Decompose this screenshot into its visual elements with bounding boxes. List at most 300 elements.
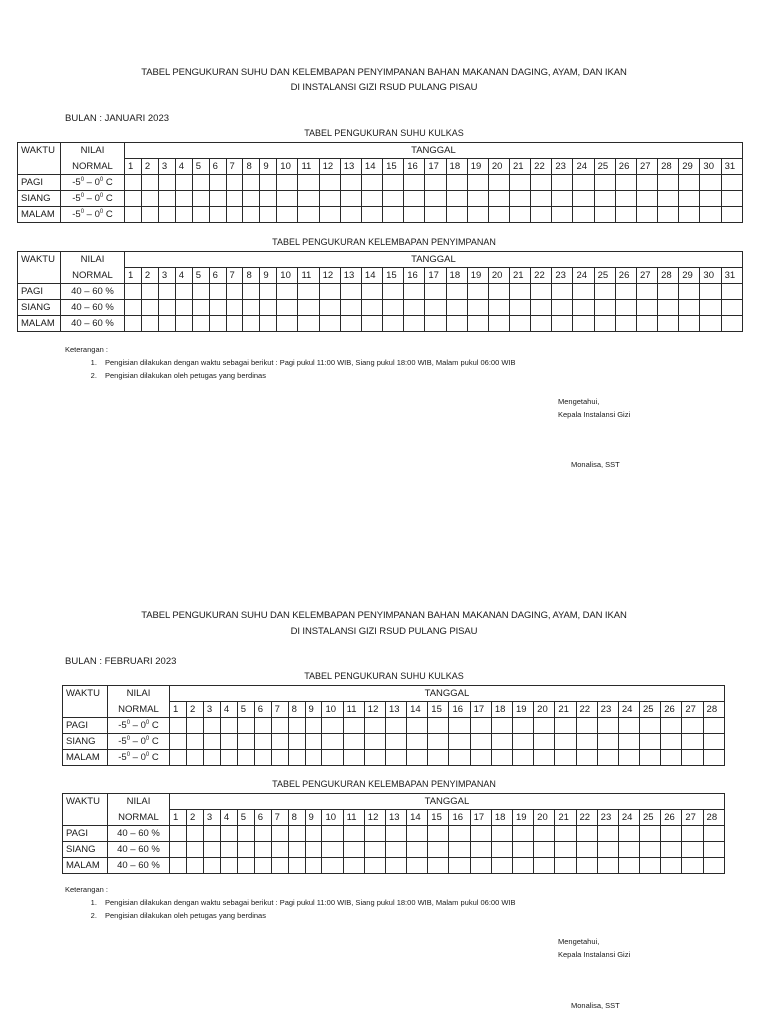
measurement-cell[interactable]: [220, 734, 237, 750]
measurement-cell[interactable]: [597, 750, 618, 766]
measurement-cell[interactable]: [531, 175, 552, 191]
measurement-cell[interactable]: [361, 284, 382, 300]
measurement-cell[interactable]: [446, 191, 467, 207]
measurement-cell[interactable]: [615, 191, 636, 207]
measurement-cell[interactable]: [364, 858, 385, 874]
measurement-cell[interactable]: [555, 842, 576, 858]
measurement-cell[interactable]: [703, 858, 724, 874]
measurement-cell[interactable]: [636, 191, 657, 207]
measurement-cell[interactable]: [298, 316, 319, 332]
measurement-cell[interactable]: [260, 175, 277, 191]
measurement-cell[interactable]: [125, 300, 142, 316]
measurement-cell[interactable]: [636, 207, 657, 223]
measurement-cell[interactable]: [305, 842, 322, 858]
measurement-cell[interactable]: [343, 718, 364, 734]
measurement-cell[interactable]: [170, 718, 187, 734]
measurement-cell[interactable]: [361, 207, 382, 223]
measurement-cell[interactable]: [383, 316, 404, 332]
measurement-cell[interactable]: [682, 718, 703, 734]
measurement-cell[interactable]: [470, 826, 491, 842]
measurement-cell[interactable]: [682, 858, 703, 874]
measurement-cell[interactable]: [491, 858, 512, 874]
measurement-cell[interactable]: [209, 300, 226, 316]
measurement-cell[interactable]: [573, 191, 594, 207]
measurement-cell[interactable]: [260, 300, 277, 316]
measurement-cell[interactable]: [175, 207, 192, 223]
measurement-cell[interactable]: [364, 718, 385, 734]
measurement-cell[interactable]: [319, 284, 340, 300]
measurement-cell[interactable]: [618, 842, 639, 858]
measurement-cell[interactable]: [721, 284, 742, 300]
measurement-cell[interactable]: [534, 734, 555, 750]
measurement-cell[interactable]: [555, 826, 576, 842]
measurement-cell[interactable]: [220, 718, 237, 734]
measurement-cell[interactable]: [594, 191, 615, 207]
measurement-cell[interactable]: [576, 734, 597, 750]
measurement-cell[interactable]: [700, 316, 721, 332]
measurement-cell[interactable]: [428, 750, 449, 766]
measurement-cell[interactable]: [271, 734, 288, 750]
measurement-cell[interactable]: [661, 750, 682, 766]
measurement-cell[interactable]: [531, 316, 552, 332]
measurement-cell[interactable]: [158, 191, 175, 207]
measurement-cell[interactable]: [491, 826, 512, 842]
measurement-cell[interactable]: [467, 191, 488, 207]
measurement-cell[interactable]: [209, 284, 226, 300]
measurement-cell[interactable]: [700, 191, 721, 207]
measurement-cell[interactable]: [679, 316, 700, 332]
measurement-cell[interactable]: [488, 300, 509, 316]
measurement-cell[interactable]: [470, 718, 491, 734]
measurement-cell[interactable]: [679, 300, 700, 316]
measurement-cell[interactable]: [277, 316, 298, 332]
measurement-cell[interactable]: [615, 284, 636, 300]
measurement-cell[interactable]: [319, 316, 340, 332]
measurement-cell[interactable]: [237, 734, 254, 750]
measurement-cell[interactable]: [175, 300, 192, 316]
measurement-cell[interactable]: [470, 734, 491, 750]
measurement-cell[interactable]: [679, 175, 700, 191]
measurement-cell[interactable]: [322, 718, 343, 734]
measurement-cell[interactable]: [237, 858, 254, 874]
measurement-cell[interactable]: [407, 858, 428, 874]
measurement-cell[interactable]: [125, 191, 142, 207]
measurement-cell[interactable]: [428, 826, 449, 842]
measurement-cell[interactable]: [319, 175, 340, 191]
measurement-cell[interactable]: [428, 734, 449, 750]
measurement-cell[interactable]: [407, 718, 428, 734]
measurement-cell[interactable]: [407, 734, 428, 750]
measurement-cell[interactable]: [618, 734, 639, 750]
measurement-cell[interactable]: [594, 300, 615, 316]
measurement-cell[interactable]: [615, 207, 636, 223]
measurement-cell[interactable]: [404, 284, 425, 300]
measurement-cell[interactable]: [534, 750, 555, 766]
measurement-cell[interactable]: [721, 300, 742, 316]
measurement-cell[interactable]: [467, 300, 488, 316]
measurement-cell[interactable]: [277, 191, 298, 207]
measurement-cell[interactable]: [682, 734, 703, 750]
measurement-cell[interactable]: [192, 316, 209, 332]
measurement-cell[interactable]: [158, 284, 175, 300]
measurement-cell[interactable]: [209, 316, 226, 332]
measurement-cell[interactable]: [703, 842, 724, 858]
measurement-cell[interactable]: [158, 207, 175, 223]
measurement-cell[interactable]: [658, 316, 679, 332]
measurement-cell[interactable]: [319, 207, 340, 223]
measurement-cell[interactable]: [425, 300, 446, 316]
measurement-cell[interactable]: [203, 842, 220, 858]
measurement-cell[interactable]: [661, 842, 682, 858]
measurement-cell[interactable]: [679, 284, 700, 300]
measurement-cell[interactable]: [322, 826, 343, 842]
measurement-cell[interactable]: [640, 858, 661, 874]
measurement-cell[interactable]: [488, 284, 509, 300]
measurement-cell[interactable]: [615, 175, 636, 191]
measurement-cell[interactable]: [343, 826, 364, 842]
measurement-cell[interactable]: [260, 316, 277, 332]
measurement-cell[interactable]: [425, 207, 446, 223]
measurement-cell[interactable]: [203, 750, 220, 766]
measurement-cell[interactable]: [385, 734, 406, 750]
measurement-cell[interactable]: [298, 175, 319, 191]
measurement-cell[interactable]: [531, 191, 552, 207]
measurement-cell[interactable]: [510, 191, 531, 207]
measurement-cell[interactable]: [510, 300, 531, 316]
measurement-cell[interactable]: [404, 316, 425, 332]
measurement-cell[interactable]: [271, 842, 288, 858]
measurement-cell[interactable]: [385, 842, 406, 858]
measurement-cell[interactable]: [125, 316, 142, 332]
measurement-cell[interactable]: [573, 175, 594, 191]
measurement-cell[interactable]: [618, 826, 639, 842]
measurement-cell[interactable]: [226, 316, 243, 332]
measurement-cell[interactable]: [203, 734, 220, 750]
measurement-cell[interactable]: [209, 175, 226, 191]
measurement-cell[interactable]: [700, 284, 721, 300]
measurement-cell[interactable]: [615, 316, 636, 332]
measurement-cell[interactable]: [175, 284, 192, 300]
measurement-cell[interactable]: [534, 858, 555, 874]
measurement-cell[interactable]: [618, 750, 639, 766]
measurement-cell[interactable]: [404, 207, 425, 223]
measurement-cell[interactable]: [618, 718, 639, 734]
measurement-cell[interactable]: [226, 300, 243, 316]
measurement-cell[interactable]: [340, 207, 361, 223]
measurement-cell[interactable]: [552, 300, 573, 316]
measurement-cell[interactable]: [298, 300, 319, 316]
measurement-cell[interactable]: [298, 284, 319, 300]
measurement-cell[interactable]: [203, 858, 220, 874]
measurement-cell[interactable]: [700, 207, 721, 223]
measurement-cell[interactable]: [576, 842, 597, 858]
measurement-cell[interactable]: [343, 750, 364, 766]
measurement-cell[interactable]: [361, 191, 382, 207]
measurement-cell[interactable]: [552, 316, 573, 332]
measurement-cell[interactable]: [237, 750, 254, 766]
measurement-cell[interactable]: [446, 175, 467, 191]
measurement-cell[interactable]: [491, 750, 512, 766]
measurement-cell[interactable]: [658, 284, 679, 300]
measurement-cell[interactable]: [428, 858, 449, 874]
measurement-cell[interactable]: [636, 300, 657, 316]
measurement-cell[interactable]: [170, 858, 187, 874]
measurement-cell[interactable]: [597, 858, 618, 874]
measurement-cell[interactable]: [175, 175, 192, 191]
measurement-cell[interactable]: [141, 207, 158, 223]
measurement-cell[interactable]: [125, 175, 142, 191]
measurement-cell[interactable]: [209, 191, 226, 207]
measurement-cell[interactable]: [636, 284, 657, 300]
measurement-cell[interactable]: [594, 316, 615, 332]
measurement-cell[interactable]: [343, 858, 364, 874]
measurement-cell[interactable]: [470, 842, 491, 858]
measurement-cell[interactable]: [220, 842, 237, 858]
measurement-cell[interactable]: [658, 300, 679, 316]
measurement-cell[interactable]: [594, 175, 615, 191]
measurement-cell[interactable]: [243, 300, 260, 316]
measurement-cell[interactable]: [682, 750, 703, 766]
measurement-cell[interactable]: [534, 842, 555, 858]
measurement-cell[interactable]: [682, 826, 703, 842]
measurement-cell[interactable]: [640, 734, 661, 750]
measurement-cell[interactable]: [576, 826, 597, 842]
measurement-cell[interactable]: [170, 842, 187, 858]
measurement-cell[interactable]: [260, 207, 277, 223]
measurement-cell[interactable]: [721, 207, 742, 223]
measurement-cell[interactable]: [404, 175, 425, 191]
measurement-cell[interactable]: [254, 826, 271, 842]
measurement-cell[interactable]: [573, 300, 594, 316]
measurement-cell[interactable]: [721, 175, 742, 191]
measurement-cell[interactable]: [594, 207, 615, 223]
measurement-cell[interactable]: [407, 826, 428, 842]
measurement-cell[interactable]: [361, 316, 382, 332]
measurement-cell[interactable]: [700, 175, 721, 191]
measurement-cell[interactable]: [158, 300, 175, 316]
measurement-cell[interactable]: [254, 718, 271, 734]
measurement-cell[interactable]: [512, 826, 533, 842]
measurement-cell[interactable]: [510, 175, 531, 191]
measurement-cell[interactable]: [531, 284, 552, 300]
measurement-cell[interactable]: [340, 316, 361, 332]
measurement-cell[interactable]: [555, 734, 576, 750]
measurement-cell[interactable]: [491, 734, 512, 750]
measurement-cell[interactable]: [679, 207, 700, 223]
measurement-cell[interactable]: [170, 750, 187, 766]
measurement-cell[interactable]: [158, 175, 175, 191]
measurement-cell[interactable]: [446, 207, 467, 223]
measurement-cell[interactable]: [141, 284, 158, 300]
measurement-cell[interactable]: [203, 826, 220, 842]
measurement-cell[interactable]: [512, 718, 533, 734]
measurement-cell[interactable]: [237, 826, 254, 842]
measurement-cell[interactable]: [322, 858, 343, 874]
measurement-cell[interactable]: [449, 718, 470, 734]
measurement-cell[interactable]: [277, 284, 298, 300]
measurement-cell[interactable]: [271, 826, 288, 842]
measurement-cell[interactable]: [510, 316, 531, 332]
measurement-cell[interactable]: [141, 316, 158, 332]
measurement-cell[interactable]: [597, 842, 618, 858]
measurement-cell[interactable]: [703, 750, 724, 766]
measurement-cell[interactable]: [237, 842, 254, 858]
measurement-cell[interactable]: [305, 858, 322, 874]
measurement-cell[interactable]: [449, 750, 470, 766]
measurement-cell[interactable]: [170, 826, 187, 842]
measurement-cell[interactable]: [425, 316, 446, 332]
measurement-cell[interactable]: [203, 718, 220, 734]
measurement-cell[interactable]: [552, 175, 573, 191]
measurement-cell[interactable]: [428, 842, 449, 858]
measurement-cell[interactable]: [226, 207, 243, 223]
measurement-cell[interactable]: [703, 734, 724, 750]
measurement-cell[interactable]: [364, 842, 385, 858]
measurement-cell[interactable]: [679, 191, 700, 207]
measurement-cell[interactable]: [404, 191, 425, 207]
measurement-cell[interactable]: [385, 718, 406, 734]
measurement-cell[interactable]: [298, 207, 319, 223]
measurement-cell[interactable]: [467, 284, 488, 300]
measurement-cell[interactable]: [531, 300, 552, 316]
measurement-cell[interactable]: [175, 191, 192, 207]
measurement-cell[interactable]: [449, 734, 470, 750]
measurement-cell[interactable]: [158, 316, 175, 332]
measurement-cell[interactable]: [488, 207, 509, 223]
measurement-cell[interactable]: [597, 734, 618, 750]
measurement-cell[interactable]: [425, 175, 446, 191]
measurement-cell[interactable]: [322, 750, 343, 766]
measurement-cell[interactable]: [618, 858, 639, 874]
measurement-cell[interactable]: [254, 734, 271, 750]
measurement-cell[interactable]: [636, 316, 657, 332]
measurement-cell[interactable]: [407, 750, 428, 766]
measurement-cell[interactable]: [597, 826, 618, 842]
measurement-cell[interactable]: [425, 284, 446, 300]
measurement-cell[interactable]: [322, 842, 343, 858]
measurement-cell[interactable]: [192, 175, 209, 191]
measurement-cell[interactable]: [491, 842, 512, 858]
measurement-cell[interactable]: [220, 858, 237, 874]
measurement-cell[interactable]: [467, 175, 488, 191]
measurement-cell[interactable]: [305, 826, 322, 842]
measurement-cell[interactable]: [573, 207, 594, 223]
measurement-cell[interactable]: [298, 191, 319, 207]
measurement-cell[interactable]: [305, 734, 322, 750]
measurement-cell[interactable]: [552, 191, 573, 207]
measurement-cell[interactable]: [141, 191, 158, 207]
measurement-cell[interactable]: [288, 826, 305, 842]
measurement-cell[interactable]: [260, 191, 277, 207]
measurement-cell[interactable]: [449, 826, 470, 842]
measurement-cell[interactable]: [446, 284, 467, 300]
measurement-cell[interactable]: [141, 175, 158, 191]
measurement-cell[interactable]: [573, 284, 594, 300]
measurement-cell[interactable]: [467, 316, 488, 332]
measurement-cell[interactable]: [446, 316, 467, 332]
measurement-cell[interactable]: [552, 207, 573, 223]
measurement-cell[interactable]: [573, 316, 594, 332]
measurement-cell[interactable]: [277, 300, 298, 316]
measurement-cell[interactable]: [340, 300, 361, 316]
measurement-cell[interactable]: [555, 718, 576, 734]
measurement-cell[interactable]: [467, 207, 488, 223]
measurement-cell[interactable]: [594, 284, 615, 300]
measurement-cell[interactable]: [661, 734, 682, 750]
measurement-cell[interactable]: [288, 858, 305, 874]
measurement-cell[interactable]: [658, 175, 679, 191]
measurement-cell[interactable]: [141, 300, 158, 316]
measurement-cell[interactable]: [555, 858, 576, 874]
measurement-cell[interactable]: [125, 207, 142, 223]
measurement-cell[interactable]: [636, 175, 657, 191]
measurement-cell[interactable]: [385, 750, 406, 766]
measurement-cell[interactable]: [597, 718, 618, 734]
measurement-cell[interactable]: [319, 191, 340, 207]
measurement-cell[interactable]: [343, 842, 364, 858]
measurement-cell[interactable]: [364, 734, 385, 750]
measurement-cell[interactable]: [340, 175, 361, 191]
measurement-cell[interactable]: [576, 750, 597, 766]
measurement-cell[interactable]: [512, 842, 533, 858]
measurement-cell[interactable]: [271, 718, 288, 734]
measurement-cell[interactable]: [186, 858, 203, 874]
measurement-cell[interactable]: [383, 191, 404, 207]
measurement-cell[interactable]: [254, 750, 271, 766]
measurement-cell[interactable]: [661, 718, 682, 734]
measurement-cell[interactable]: [288, 718, 305, 734]
measurement-cell[interactable]: [446, 300, 467, 316]
measurement-cell[interactable]: [425, 191, 446, 207]
measurement-cell[interactable]: [491, 718, 512, 734]
measurement-cell[interactable]: [186, 750, 203, 766]
measurement-cell[interactable]: [383, 175, 404, 191]
measurement-cell[interactable]: [186, 842, 203, 858]
measurement-cell[interactable]: [661, 826, 682, 842]
measurement-cell[interactable]: [383, 300, 404, 316]
measurement-cell[interactable]: [510, 284, 531, 300]
measurement-cell[interactable]: [407, 842, 428, 858]
measurement-cell[interactable]: [488, 191, 509, 207]
measurement-cell[interactable]: [510, 207, 531, 223]
measurement-cell[interactable]: [721, 191, 742, 207]
measurement-cell[interactable]: [703, 826, 724, 842]
measurement-cell[interactable]: [175, 316, 192, 332]
measurement-cell[interactable]: [243, 316, 260, 332]
measurement-cell[interactable]: [271, 858, 288, 874]
measurement-cell[interactable]: [192, 300, 209, 316]
measurement-cell[interactable]: [277, 207, 298, 223]
measurement-cell[interactable]: [721, 316, 742, 332]
measurement-cell[interactable]: [385, 858, 406, 874]
measurement-cell[interactable]: [220, 826, 237, 842]
measurement-cell[interactable]: [277, 175, 298, 191]
measurement-cell[interactable]: [186, 826, 203, 842]
measurement-cell[interactable]: [512, 750, 533, 766]
measurement-cell[interactable]: [243, 207, 260, 223]
measurement-cell[interactable]: [449, 842, 470, 858]
measurement-cell[interactable]: [658, 191, 679, 207]
measurement-cell[interactable]: [226, 175, 243, 191]
measurement-cell[interactable]: [364, 826, 385, 842]
measurement-cell[interactable]: [237, 718, 254, 734]
measurement-cell[interactable]: [385, 826, 406, 842]
measurement-cell[interactable]: [186, 734, 203, 750]
measurement-cell[interactable]: [361, 175, 382, 191]
measurement-cell[interactable]: [192, 207, 209, 223]
measurement-cell[interactable]: [512, 858, 533, 874]
measurement-cell[interactable]: [125, 284, 142, 300]
